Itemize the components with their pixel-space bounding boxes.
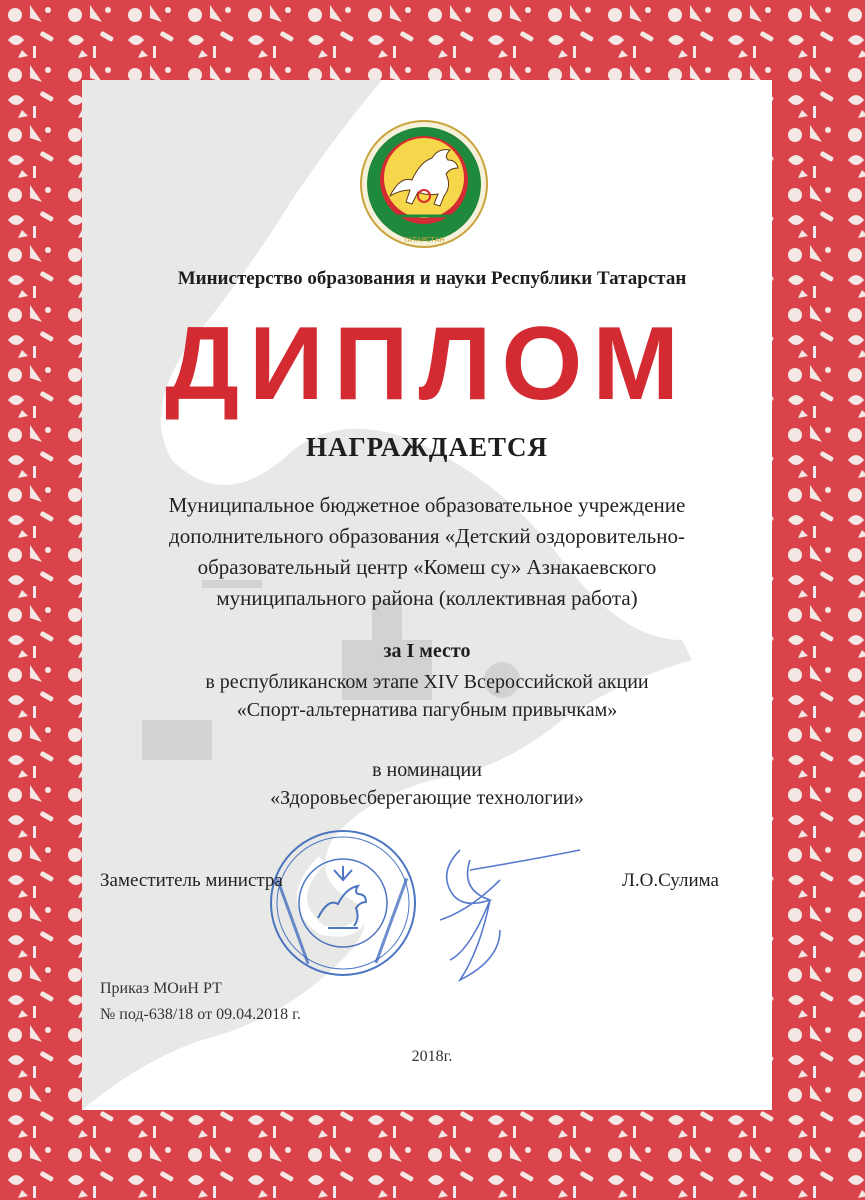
ministry-name: Министерство образования и науки Республики Татарстан [177,268,687,289]
event-line: «Спорт-альтернатива пагубным привычкам» [236,699,618,721]
handwritten-signature-icon [410,830,600,990]
event-block [82,668,772,724]
signatory-name: Л.О.Сулима [622,870,719,891]
order-reference [100,976,301,1028]
tatarstan-emblem-icon [358,118,490,250]
nomination-line: «Здоровьесберегающие технологии» [270,787,584,809]
issue-year: 2018г. [411,1048,453,1065]
signatory-position: Заместитель министра [100,870,283,891]
nomination-line: в номинации [372,759,482,781]
recipient-line: муниципального района (коллективная работа) [216,586,638,610]
recipient-line: Муниципальное бюджетное образовательное учреждение [168,493,686,517]
diploma-title: ДИПЛОМ [164,306,690,422]
awarded-label: НАГРАЖДАЕТСЯ [305,432,548,462]
recipient-block [82,490,772,614]
official-stamp-icon [268,828,418,978]
event-line: в республиканском этапе XIV Всероссийской акции [205,671,649,693]
svg-text:ТАТАРСТАН: ТАТАРСТАН [403,236,445,244]
order-line: № под-638/18 от 09.04.2018 г. [100,1006,301,1023]
recipient-line: дополнительного образования «Детский оздоровительно- [169,524,685,548]
place-label: за I место [383,640,471,662]
order-line: Приказ МОиН РТ [100,980,222,997]
nomination-block [82,756,772,812]
recipient-line: образовательный центр «Комеш су» Азнакаевского [197,555,657,579]
